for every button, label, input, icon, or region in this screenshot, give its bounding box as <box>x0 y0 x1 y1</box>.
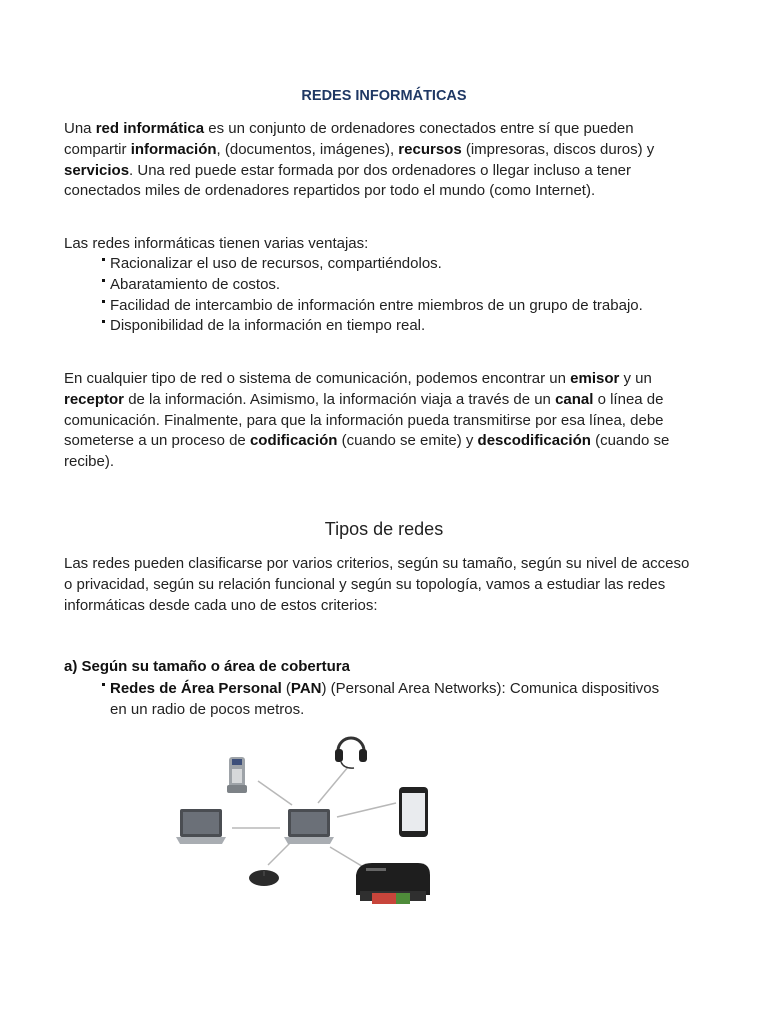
pan-list-item <box>102 679 670 721</box>
text: , (documentos, imágenes), <box>216 140 399 158</box>
list-item: Racionalizar el uso de recursos, compartiéndolos. <box>102 254 682 275</box>
connection-line <box>268 843 290 865</box>
list-item: Abaratamiento de costos. <box>102 275 682 296</box>
bold-term: canal <box>555 390 594 408</box>
bold-term: receptor <box>64 390 125 408</box>
text: de la información. Asimismo, la información viaja a través de un <box>124 390 556 408</box>
text: (cuando se emite) y <box>337 432 478 450</box>
text: (cuando se recibe). <box>64 432 670 471</box>
bold-term: información <box>130 140 217 158</box>
text: En cualquier tipo de red o sistema de comunicación, podemos encontrar un <box>64 370 571 387</box>
list-item: Disponibilidad de la información en tiempo real. <box>102 316 682 337</box>
list-item: Facilidad de intercambio de información entre miembros de un grupo de trabajo. <box>102 296 682 317</box>
laptop-icon <box>176 809 226 844</box>
bold-term: descodificación <box>477 432 591 450</box>
connection-line <box>318 767 348 803</box>
text: Una <box>64 120 96 137</box>
pan-network-diagram <box>160 725 450 915</box>
mouse-icon <box>249 870 279 886</box>
types-intro-paragraph: Las redes pueden clasificarse por varios criterios, según su tamaño, según su nivel de acceso o privacidad, según su relación funcional y según su topología, vamos a estudiar las redes informáticas desde cada uno de estos criterios: <box>64 555 690 614</box>
intro-paragraph <box>64 119 694 202</box>
text: o línea de comunicación. Finalmente, para que la información pueda transmitirse por esa línea, debe someterse a un proceso de <box>64 390 664 450</box>
text: es un conjunto de ordenadores conectados entre sí que pueden compartir <box>64 120 634 158</box>
laptop-icon <box>284 809 334 844</box>
bold-term: recursos <box>398 140 462 158</box>
page-title: REDES INFORMÁTICAS <box>301 88 467 104</box>
printer-icon <box>356 863 430 904</box>
communication-paragraph <box>64 369 694 473</box>
text: y un <box>619 370 652 387</box>
text: (impresoras, discos duros) y <box>461 140 655 158</box>
advantages-intro: Las redes informáticas tienen varias ventajas: <box>64 235 369 252</box>
bold-term: red informática <box>95 120 205 137</box>
connection-line <box>337 803 396 817</box>
cordless-phone-icon <box>227 757 247 793</box>
headset-icon <box>335 738 367 768</box>
section-heading: Tipos de redes <box>324 519 444 539</box>
smartphone-icon <box>399 787 428 837</box>
bold-term: servicios <box>64 161 130 179</box>
text: . Una red puede estar formada por dos ordenadores o llegar incluso a tener conectados miles de ordenadores repartidos por todo el mundo (como Internet). <box>64 161 632 200</box>
text: ) (Personal Area Networks): Comunica dispositivos en un radio de pocos metros. <box>110 680 660 718</box>
text: ( <box>281 680 291 697</box>
bold-term: Redes de Área Personal <box>110 680 282 697</box>
bold-term: emisor <box>570 370 620 387</box>
connection-line <box>258 781 292 805</box>
bold-term: codificación <box>249 432 338 450</box>
subsection-heading: a) Según su tamaño o área de cobertura <box>64 658 350 675</box>
advantages-list <box>102 254 682 337</box>
bold-term: PAN <box>290 680 322 697</box>
